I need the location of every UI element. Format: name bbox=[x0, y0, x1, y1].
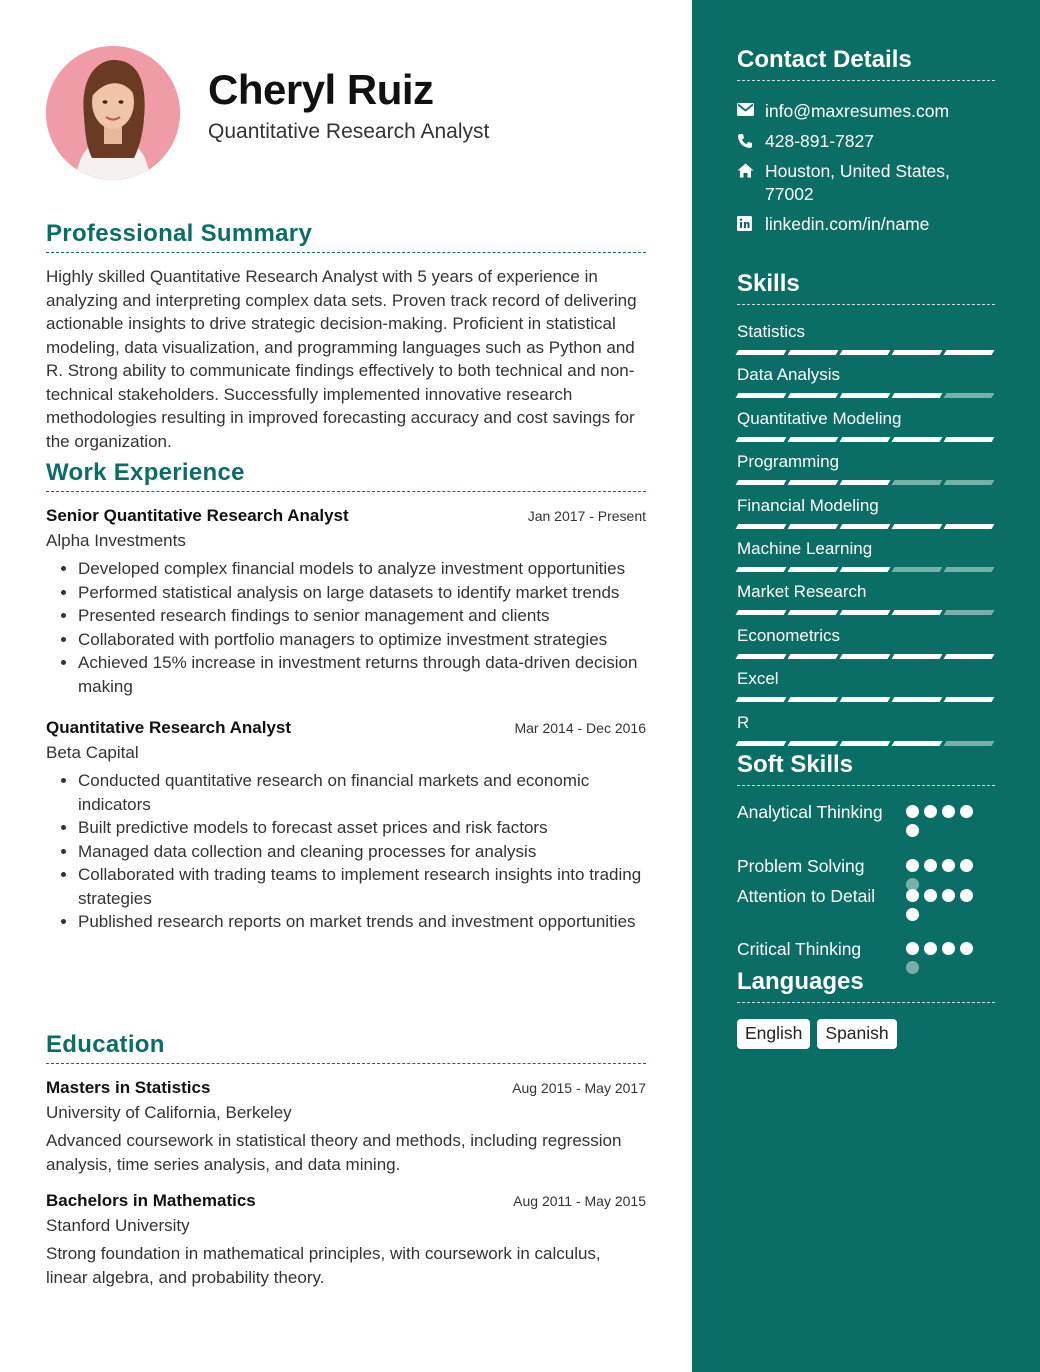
skill-bar-filled bbox=[892, 697, 943, 702]
education-heading: Education bbox=[46, 1031, 646, 1064]
skill-item bbox=[737, 496, 995, 529]
skill-bar-filled bbox=[788, 741, 839, 746]
skill-bar-filled bbox=[840, 350, 891, 355]
level-dot-filled bbox=[960, 942, 973, 955]
level-dot-filled bbox=[906, 824, 919, 837]
skill-item bbox=[737, 626, 995, 659]
profile-photo bbox=[46, 46, 180, 180]
education-entry bbox=[46, 1191, 646, 1290]
skill-bar-filled bbox=[736, 524, 787, 529]
skill-bar-filled bbox=[840, 393, 891, 398]
education-entry bbox=[46, 1078, 646, 1177]
skill-item bbox=[737, 582, 995, 615]
skill-bar-filled bbox=[736, 610, 787, 615]
soft-skill-name: Critical Thinking bbox=[737, 939, 862, 959]
skill-level-bars bbox=[737, 480, 995, 485]
skill-name: Machine Learning bbox=[737, 539, 873, 558]
school-name: Stanford University bbox=[46, 1216, 190, 1235]
job-entry bbox=[46, 718, 646, 934]
level-dot-filled bbox=[960, 889, 973, 902]
degree-date: Aug 2015 - May 2017 bbox=[512, 1080, 646, 1096]
summary-section bbox=[46, 220, 646, 453]
skill-name: Financial Modeling bbox=[737, 496, 879, 515]
level-dot-filled bbox=[906, 942, 919, 955]
portrait-image bbox=[46, 46, 180, 180]
skill-name: Excel bbox=[737, 669, 779, 688]
job-bullet: • Presented research findings to senior management and clients bbox=[78, 604, 646, 628]
level-dot-filled bbox=[924, 859, 937, 872]
job-bullet: • Collaborated with portfolio managers to optimize investment strategies bbox=[78, 628, 646, 652]
skill-bar-filled bbox=[892, 524, 943, 529]
skill-bar-empty bbox=[944, 741, 995, 746]
education-section bbox=[46, 1031, 646, 1300]
contact-phone[interactable] bbox=[737, 130, 995, 153]
phone-text: 428-891-7827 bbox=[765, 131, 874, 151]
summary-heading: Professional Summary bbox=[46, 220, 646, 253]
level-dot-filled bbox=[924, 942, 937, 955]
job-bullet: • Conducted quantitative research on financial markets and economic indicators bbox=[78, 769, 646, 816]
skill-bar-filled bbox=[944, 524, 995, 529]
skill-bar-filled bbox=[736, 654, 787, 659]
soft-skills-heading: Soft Skills bbox=[737, 751, 995, 786]
level-dot-filled bbox=[924, 805, 937, 818]
linkedin-icon bbox=[737, 213, 765, 236]
job-entry bbox=[46, 506, 646, 698]
sidebar bbox=[692, 0, 1040, 1372]
skill-bar-filled bbox=[788, 350, 839, 355]
skill-bar-filled bbox=[788, 610, 839, 615]
job-date: Mar 2014 - Dec 2016 bbox=[514, 720, 646, 736]
job-bullet: • Published research reports on market trends and investment opportunities bbox=[78, 910, 646, 934]
skill-bar-filled bbox=[892, 654, 943, 659]
skill-bar-filled bbox=[788, 437, 839, 442]
phone-icon bbox=[737, 130, 765, 153]
language-tag: Spanish bbox=[817, 1019, 896, 1049]
skill-bar-filled bbox=[788, 654, 839, 659]
home-icon bbox=[737, 160, 765, 206]
job-bullet: • Built predictive models to forecast asset prices and risk factors bbox=[78, 816, 646, 840]
skill-level-bars bbox=[737, 610, 995, 615]
skill-level-bars bbox=[737, 350, 995, 355]
skill-bar-filled bbox=[944, 350, 995, 355]
soft-skill-name: Problem Solving bbox=[737, 856, 865, 876]
skill-level-bars bbox=[737, 393, 995, 398]
skill-bar-filled bbox=[788, 393, 839, 398]
skill-bar-empty bbox=[944, 610, 995, 615]
skill-bar-filled bbox=[736, 741, 787, 746]
level-dot-filled bbox=[942, 805, 955, 818]
skill-bar-filled bbox=[736, 437, 787, 442]
job-company: Beta Capital bbox=[46, 743, 139, 762]
languages-heading: Languages bbox=[737, 968, 995, 1003]
skill-bar-filled bbox=[892, 741, 943, 746]
job-company: Alpha Investments bbox=[46, 531, 186, 550]
skill-bar-filled bbox=[840, 437, 891, 442]
languages-list bbox=[737, 1019, 897, 1049]
job-title: Senior Quantitative Research Analyst bbox=[46, 506, 349, 525]
skill-bar-filled bbox=[840, 480, 891, 485]
skill-bar-empty bbox=[944, 480, 995, 485]
envelope-icon bbox=[737, 100, 765, 123]
email-text: info@maxresumes.com bbox=[765, 101, 950, 121]
skill-bar-empty bbox=[892, 480, 943, 485]
job-bullet: • Achieved 15% increase in investment returns through data-driven decision making bbox=[78, 651, 646, 698]
job-bullets bbox=[46, 769, 646, 934]
skill-name: Econometrics bbox=[737, 626, 840, 645]
contact-linkedin[interactable] bbox=[737, 213, 995, 236]
skill-bar-filled bbox=[892, 610, 943, 615]
skill-bar-filled bbox=[840, 654, 891, 659]
skill-bar-filled bbox=[892, 393, 943, 398]
experience-heading: Work Experience bbox=[46, 459, 646, 492]
level-dot-filled bbox=[960, 859, 973, 872]
level-dot-filled bbox=[942, 942, 955, 955]
skill-level-bars bbox=[737, 654, 995, 659]
level-dot-filled bbox=[906, 908, 919, 921]
skill-bar-filled bbox=[892, 437, 943, 442]
skill-item bbox=[737, 669, 995, 702]
skill-bar-filled bbox=[736, 393, 787, 398]
soft-skill-level-dots bbox=[906, 805, 986, 837]
skill-item bbox=[737, 452, 995, 485]
skill-bar-filled bbox=[840, 567, 891, 572]
skill-name: Quantitative Modeling bbox=[737, 409, 902, 428]
soft-skill-level-dots bbox=[906, 859, 986, 891]
skill-bar-filled bbox=[788, 567, 839, 572]
contact-address bbox=[737, 160, 995, 206]
skill-item bbox=[737, 713, 995, 746]
skill-name: Data Analysis bbox=[737, 365, 840, 384]
skill-bar-filled bbox=[840, 610, 891, 615]
level-dot-filled bbox=[906, 889, 919, 902]
soft-skill-level-dots bbox=[906, 889, 986, 921]
skill-level-bars bbox=[737, 697, 995, 702]
skills-heading: Skills bbox=[737, 270, 995, 305]
contact-heading: Contact Details bbox=[737, 46, 995, 81]
skill-level-bars bbox=[737, 437, 995, 442]
skill-name: Programming bbox=[737, 452, 840, 471]
level-dot-filled bbox=[906, 805, 919, 818]
skill-bar-filled bbox=[840, 741, 891, 746]
skill-item bbox=[737, 322, 995, 355]
skill-bar-filled bbox=[840, 524, 891, 529]
skill-level-bars bbox=[737, 741, 995, 746]
job-date: Jan 2017 - Present bbox=[527, 508, 646, 524]
job-bullet: • Performed statistical analysis on large datasets to identify market trends bbox=[78, 581, 646, 605]
job-title: Quantitative Research Analyst bbox=[46, 718, 292, 737]
job-bullet: • Collaborated with trading teams to implement research insights into trading strategies bbox=[78, 863, 646, 910]
skill-bar-filled bbox=[944, 437, 995, 442]
candidate-title: Quantitative Research Analyst bbox=[208, 120, 490, 143]
level-dot-filled bbox=[924, 889, 937, 902]
skill-item bbox=[737, 409, 995, 442]
address-text: Houston, United States, 77002 bbox=[765, 161, 950, 204]
language-tag: English bbox=[737, 1019, 810, 1049]
skill-item bbox=[737, 539, 995, 572]
skill-bar-filled bbox=[944, 697, 995, 702]
skill-bar-filled bbox=[736, 697, 787, 702]
soft-skill-name: Analytical Thinking bbox=[737, 802, 883, 822]
skill-bar-filled bbox=[840, 697, 891, 702]
level-dot-filled bbox=[942, 859, 955, 872]
summary-text: Highly skilled Quantitative Research Analyst with 5 years of experience in analyzing and interpreting complex data sets. Proven track record of delivering actionable insights to drive strategic decision-making. Proficient in statistical modeling, data visualization, and programming languages such as Python and R. Strong ability to communicate findings effectively to both technical and non-technical stakeholders. Successfully implemented innovative research methodologies resulting in improved forecasting accuracy and cost savings for the organization. bbox=[46, 267, 637, 451]
level-dot-filled bbox=[960, 805, 973, 818]
job-bullets bbox=[46, 557, 646, 698]
soft-skill-name: Attention to Detail bbox=[737, 886, 876, 906]
linkedin-text: linkedin.com/in/name bbox=[765, 214, 930, 234]
degree-description: Strong foundation in mathematical principles, with coursework in calculus, linear algebra, and probability theory. bbox=[46, 1244, 601, 1287]
skill-bar-filled bbox=[892, 350, 943, 355]
level-dot-filled bbox=[906, 859, 919, 872]
skill-bar-filled bbox=[736, 567, 787, 572]
skill-bar-filled bbox=[944, 654, 995, 659]
degree-description: Advanced coursework in statistical theory and methods, including regression analysis, time series analysis, and data mining. bbox=[46, 1131, 622, 1174]
candidate-name: Cheryl Ruiz bbox=[208, 66, 434, 113]
skill-name: R bbox=[737, 713, 750, 732]
experience-section bbox=[46, 459, 646, 944]
skill-name: Market Research bbox=[737, 582, 867, 601]
skill-level-bars bbox=[737, 524, 995, 529]
job-bullet: • Developed complex financial models to analyze investment opportunities bbox=[78, 557, 646, 581]
degree-title: Masters in Statistics bbox=[46, 1078, 211, 1097]
skill-bar-filled bbox=[736, 480, 787, 485]
skill-bar-empty bbox=[944, 393, 995, 398]
skill-bar-filled bbox=[788, 480, 839, 485]
skill-bar-filled bbox=[736, 350, 787, 355]
skill-bar-empty bbox=[944, 567, 995, 572]
degree-date: Aug 2011 - May 2015 bbox=[513, 1193, 646, 1209]
degree-title: Bachelors in Mathematics bbox=[46, 1191, 256, 1210]
skill-bar-empty bbox=[892, 567, 943, 572]
contact-email[interactable] bbox=[737, 100, 995, 123]
level-dot-filled bbox=[942, 889, 955, 902]
skill-bar-filled bbox=[788, 524, 839, 529]
skill-name: Statistics bbox=[737, 322, 806, 341]
job-bullet: • Managed data collection and cleaning processes for analysis bbox=[78, 840, 646, 864]
skill-item bbox=[737, 365, 995, 398]
skill-bar-filled bbox=[788, 697, 839, 702]
skill-level-bars bbox=[737, 567, 995, 572]
school-name: University of California, Berkeley bbox=[46, 1103, 292, 1122]
